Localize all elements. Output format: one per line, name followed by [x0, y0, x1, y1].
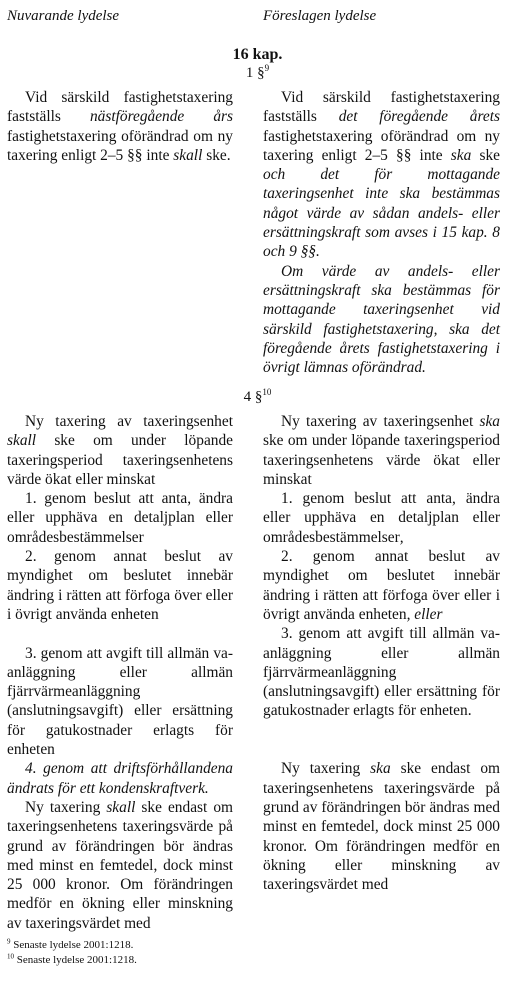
paragraph: Ny taxering skall ske endast om taxeringsenhetens taxeringsvärde på grund av förändringen bör ändras med minst en femtedel, dock minst 25 000 kronor. Om förändringen medför en ökning eller minskning av taxeringsvärdet med	[7, 798, 233, 932]
footnote-ref-9: 9	[264, 63, 270, 73]
chapter-heading: 16 kap.	[232, 46, 283, 63]
footnote-10: $^{10}$ Senaste lydelse 2001:1218.	[7, 952, 137, 966]
list-item: 2. genom annat beslut av myndighet om beslutet innebär ändring i rätten att förfoga över eller i övrigt använda enheten	[7, 548, 233, 623]
list-item: 1. genom beslut att anta, ändra eller upphäva en detaljplan eller områdesbestämmelser	[7, 490, 233, 546]
section-1-proposed	[263, 88, 500, 377]
list-item: 2. genom annat beslut av myndighet om beslutet innebär ändring i rätten att förfoga över eller i övrigt använda enheten, eller	[263, 548, 500, 623]
section-4-proposed	[263, 412, 500, 894]
list-item: 1. genom beslut att anta, ändra eller upphäva en detaljplan eller områdesbestämmelser,	[263, 490, 500, 546]
paragraph: Ny taxering av taxeringsenhet skall ske om under löpande taxeringsperiod taxeringsenhetens värde ökat eller minskat	[7, 413, 233, 488]
paragraph: Ny taxering av taxeringsenhet ska ske om under löpande taxeringsperiod taxeringsenhetens värde ökat eller minskat	[263, 413, 500, 488]
section-1-current	[7, 88, 233, 165]
section-1-heading: 1 §$^9$	[245, 63, 270, 81]
section-4-heading: 4 §$^{10}$	[243, 387, 272, 405]
paragraph: Vid särskild fastighetstaxering fastställs nästföregående års fastighetstaxering oförändrad om ny taxering enligt 2–5 §§ inte skall ske.	[7, 89, 233, 164]
section-4-current	[7, 412, 233, 933]
footnote-9: $^9$ Senaste lydelse 2001:1218.	[7, 937, 134, 951]
footnote-ref-10: 10	[262, 387, 272, 397]
paragraph: Ny taxering ska ske endast om taxeringsenhetens taxeringsvärde på grund av förändringen bör ändras med minst en femtedel, dock minst 25 000 kronor. Om förändringen medför en ökning eller minskning av taxeringsvärdet med	[263, 760, 500, 894]
proposed-wording-header: Föreslagen lydelse	[263, 8, 377, 24]
list-item: 4. genom att driftsförhållandena ändrats för ett kondenskraftverk.	[7, 760, 233, 797]
list-item: 3. genom att avgift till allmän va-anläggning eller allmän fjärrvärmeanläggning (anslutningsavgift) eller ersättning för gatukostnader erlagts för enheten	[7, 644, 233, 759]
paragraph: Vid särskild fastighetstaxering fastställs det föregående årets fastighetstaxering oförändrad om ny taxering enligt 2–5 §§ inte ska ske och det för mottagande taxeringsenhet inte ska bestämmas något värde av sådan andels- eller ersättningskraft som avses i 15 kap. 8 och 9 §§.	[263, 89, 500, 261]
list-item: 3. genom att avgift till allmän va-anläggning eller allmän fjärrvärmeanläggning (anslutningsavgift) eller ersättning för gatukostnader erlagts för enheten.	[263, 625, 500, 720]
current-wording-header: Nuvarande lydelse	[7, 8, 120, 24]
paragraph: Om värde av andels- eller ersättningskraft ska bestämmas för mottagande taxeringsenhet vid särskild fastighetstaxering, ska det föregående årets fastighetstaxering i övrigt lämnas oförändrad.	[263, 262, 500, 377]
